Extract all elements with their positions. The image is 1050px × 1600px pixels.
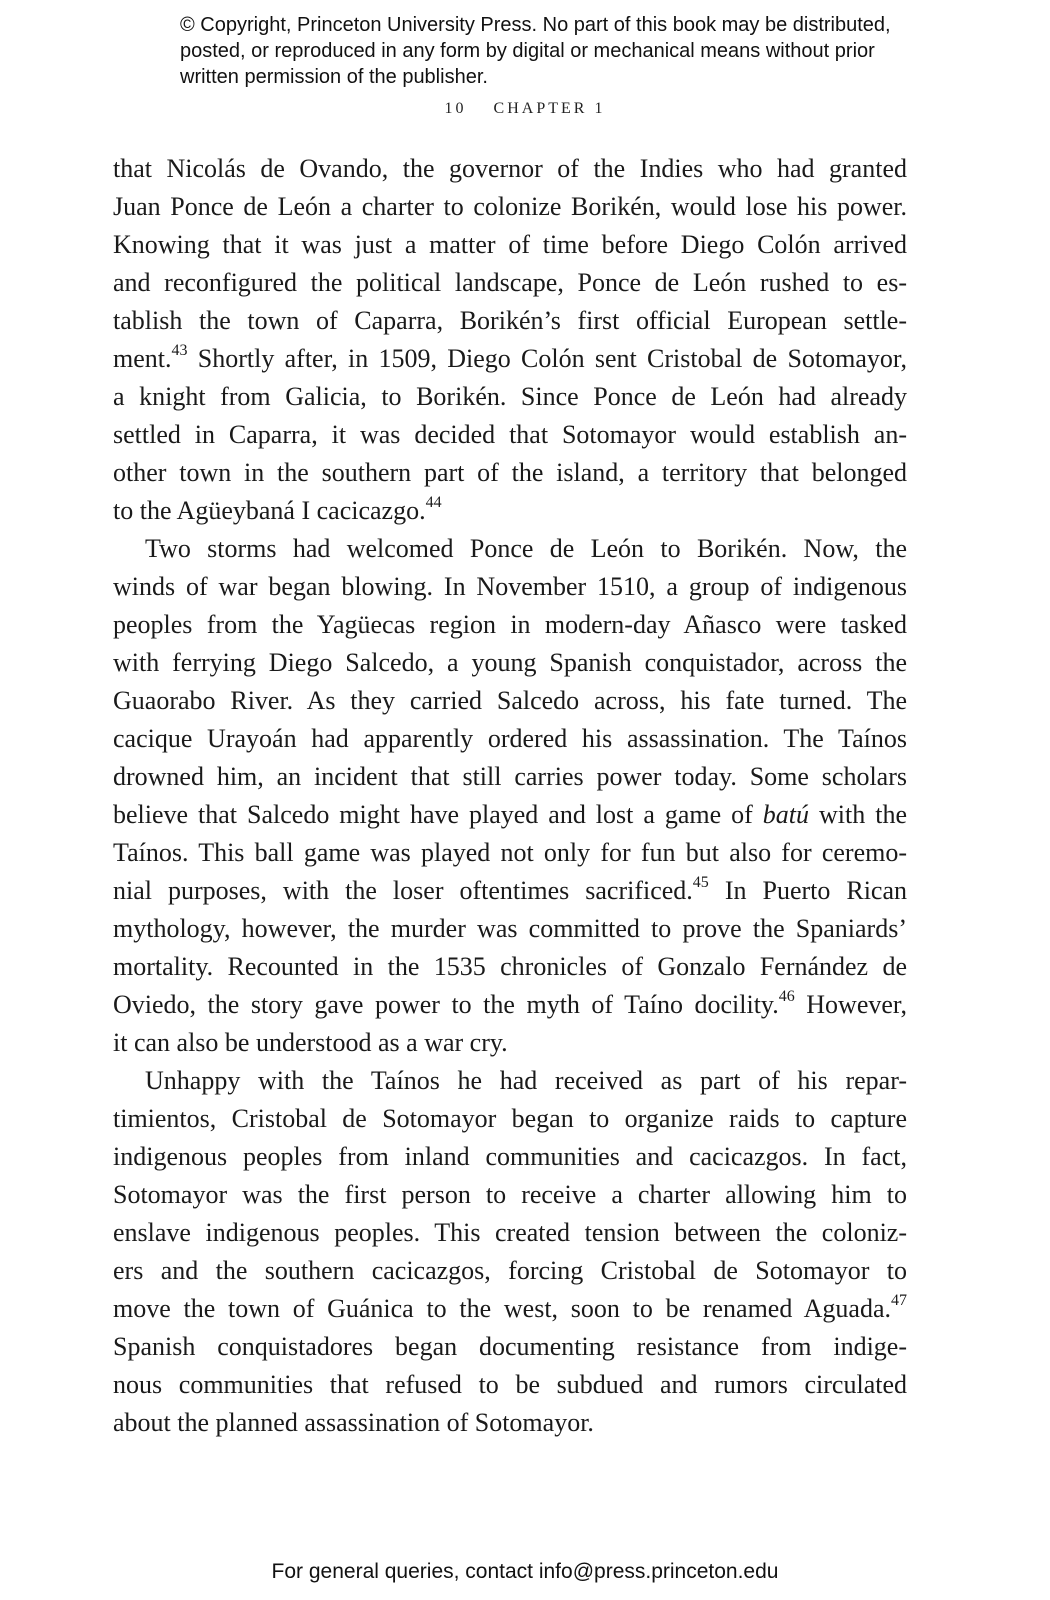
text-segment: nial purposes, with the loser oftentimes sacrificed.	[113, 876, 693, 905]
footnote-ref: 46	[778, 988, 795, 1005]
text-line: timientos, Cristobal de Sotomayor began to organize raids to capture	[113, 1104, 907, 1133]
text-line: Two storms had welcomed Ponce de León to Borikén. Now, the	[145, 534, 907, 563]
text-segment: move the town of Guánica to the west, soon to be renamed Aguada.	[113, 1294, 891, 1323]
text-segment: Shortly after, in 1509, Diego Colón sent Cristobal de Sotomayor,	[197, 344, 908, 373]
text-line: nous communities that refused to be subdued and rumors circulated	[113, 1370, 907, 1399]
text-line	[113, 872, 907, 910]
text-line: and reconfigured the political landscape, Ponce de León rushed to es-	[113, 268, 907, 297]
footnote-ref: 44	[425, 494, 442, 511]
text-line: mortality. Recounted in the 1535 chronicles of Gonzalo Fernández de	[113, 952, 907, 981]
text-line: Taínos. This ball game was played not only for fun but also for ceremo-	[113, 838, 907, 867]
text-line: cacique Urayoán had apparently ordered his assassination. The Taínos	[113, 724, 907, 753]
text-line: peoples from the Yagüecas region in modern-day Añasco were tasked	[113, 610, 907, 639]
footnote-ref: 45	[692, 874, 709, 891]
text-segment: believe that Salcedo might have played and lost a game of	[113, 800, 763, 829]
footnote-ref: 47	[891, 1292, 907, 1309]
text-line	[113, 796, 907, 834]
text-line: a knight from Galicia, to Borikén. Since Ponce de León had already	[113, 382, 907, 411]
text-line: drowned him, an incident that still carries power today. Some scholars	[113, 762, 907, 791]
text-line: ers and the southern cacicazgos, forcing Cristobal de Sotomayor to	[113, 1256, 907, 1285]
text-line	[113, 492, 907, 530]
text-line: winds of war began blowing. In November 1510, a group of indigenous	[113, 572, 907, 601]
italic-term: batú	[762, 800, 810, 829]
running-head	[0, 100, 1050, 118]
text-line: mythology, however, the murder was committed to prove the Spaniards’	[113, 914, 907, 943]
text-line: Knowing that it was just a matter of time before Diego Colón arrived	[113, 230, 907, 259]
footnote-ref: 43	[171, 342, 188, 359]
page-number: 10	[444, 100, 467, 117]
text-line: indigenous peoples from inland communities and cacicazgos. In fact,	[113, 1142, 907, 1171]
text-segment: Oviedo, the story gave power to the myth of Taíno docility.	[113, 990, 779, 1019]
text-line: enslave indigenous peoples. This created tension between the coloniz-	[113, 1218, 907, 1247]
text-line	[113, 340, 907, 378]
text-line	[113, 1290, 907, 1328]
text-line: other town in the southern part of the island, a territory that belonged	[113, 458, 907, 487]
text-line: with ferrying Diego Salcedo, a young Spanish conquistador, across the	[113, 648, 907, 677]
text-segment: ment.	[113, 344, 172, 373]
text-line: Guaorabo River. As they carried Salcedo across, his fate turned. The	[113, 686, 907, 715]
body-text	[113, 150, 907, 1442]
text-line: Sotomayor was the first person to receive a charter allowing him to	[113, 1180, 907, 1209]
text-line: about the planned assassination of Sotomayor.	[113, 1408, 594, 1437]
text-line: that Nicolás de Ovando, the governor of the Indies who had granted	[113, 154, 907, 183]
text-segment: However,	[806, 990, 908, 1019]
text-line: tablish the town of Caparra, Borikén’s first official European settle-	[113, 306, 907, 335]
copyright-notice: © Copyright, Princeton University Press. No part of this book may be distributed, posted, or reproduced in any form by digital or mechanical means without prior written permission of the publisher.	[180, 14, 891, 88]
text-line: Juan Ponce de León a charter to colonize Borikén, would lose his power.	[113, 192, 907, 221]
text-line: it can also be understood as a war cry.	[113, 1028, 508, 1057]
contact-footer: For general queries, contact info@press.princeton.edu	[271, 1560, 779, 1583]
text-line: Unhappy with the Taínos he had received as part of his repar-	[145, 1066, 907, 1095]
text-segment: In Puerto Rican	[724, 876, 908, 905]
text-segment: to the Agüeybaná I cacicazgo.	[113, 496, 426, 525]
text-line	[113, 986, 907, 1024]
chapter-label: CHAPTER 1	[493, 100, 606, 117]
text-segment: with the	[809, 800, 907, 829]
text-line: settled in Caparra, it was decided that Sotomayor would establish an-	[113, 420, 907, 449]
text-line: Spanish conquistadores began documenting resistance from indige-	[113, 1332, 907, 1361]
